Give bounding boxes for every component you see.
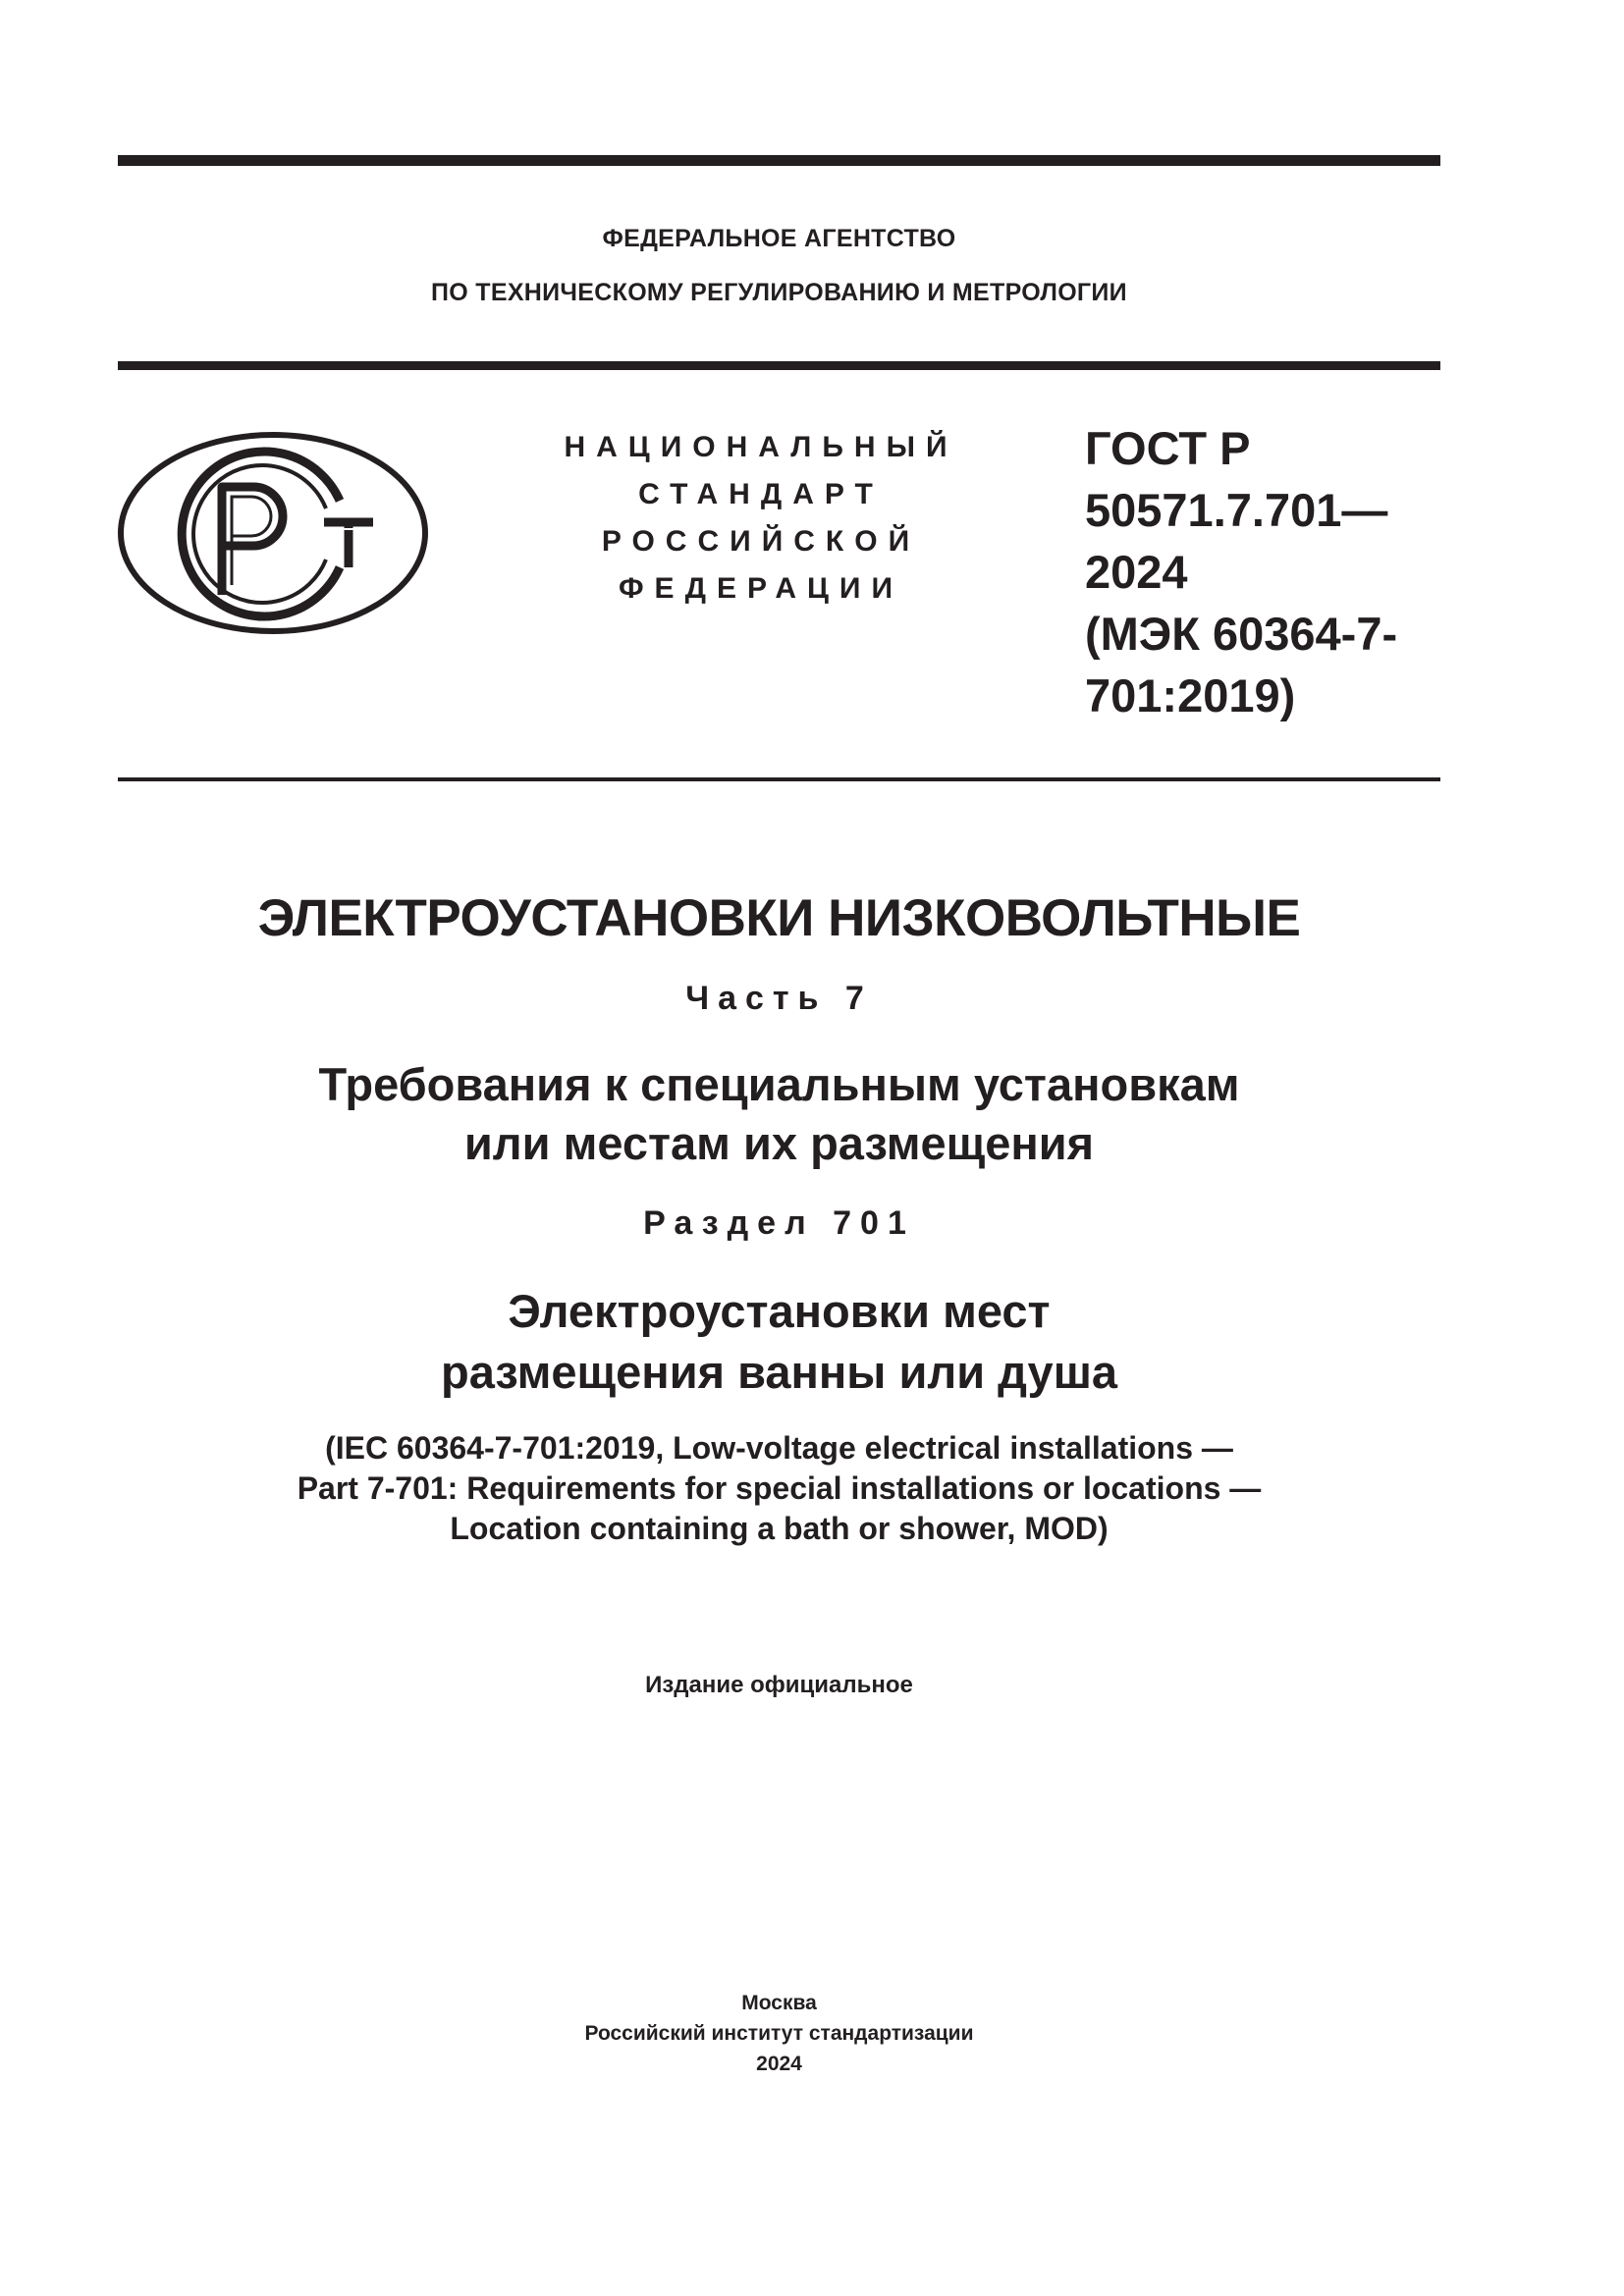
iec-reference-line1: (IEC 60364-7-701:2019, Low-voltage electrical installations — — [325, 1430, 1233, 1466]
designation-line2: 50571.7.701— — [1085, 484, 1388, 536]
standard-designation — [1085, 417, 1440, 726]
imprint-year: 2024 — [756, 2053, 802, 2075]
section-label: Раздел 701 — [643, 1204, 915, 1242]
designation-line3: 2024 — [1085, 546, 1188, 598]
imprint-city: Москва — [741, 1992, 817, 2014]
national-standard-line4: ФЕДЕРАЦИИ — [618, 572, 904, 605]
main-title: ЭЛЕКТРОУСТАНОВКИ НИЗКОВОЛЬТНЫЕ — [257, 889, 1301, 947]
iec-reference-line2: Part 7-701: Requirements for special installations or locations — — [297, 1470, 1262, 1506]
rst-certification-mark-icon — [116, 430, 430, 636]
section-title-line2: размещения ванны или душа — [440, 1346, 1118, 1398]
part-title — [118, 1055, 1440, 1173]
national-standard-line3: РОССИЙСКОЙ — [601, 525, 921, 558]
top-rule — [118, 155, 1440, 166]
section-title — [118, 1281, 1440, 1403]
iec-reference — [118, 1428, 1440, 1549]
agency-name-line2: ПО ТЕХНИЧЕСКОМУ РЕГУЛИРОВАНИЮ И МЕТРОЛОГИИ — [431, 279, 1127, 306]
part-title-line2: или местам их размещения — [463, 1117, 1095, 1169]
section-title-line1: Электроустановки мест — [508, 1285, 1051, 1337]
imprint-publisher: Российский институт стандартизации — [584, 2022, 974, 2045]
header-rule — [118, 777, 1440, 781]
agency-rule — [118, 361, 1440, 370]
imprint — [118, 1988, 1440, 2079]
national-standard-line2: СТАНДАРТ — [638, 478, 884, 510]
designation-line5: 701:2019) — [1085, 669, 1296, 721]
part-title-line1: Требования к специальным установкам — [318, 1058, 1240, 1110]
designation-line1: ГОСТ Р — [1085, 422, 1251, 474]
agency-name-line1: ФЕДЕРАЛЬНОЕ АГЕНТСТВО — [602, 225, 956, 252]
edition-note: Издание официальное — [645, 1672, 913, 1698]
designation-line4: (МЭК 60364-7- — [1085, 608, 1398, 660]
part-label: Часть 7 — [685, 980, 873, 1017]
national-standard-line1: НАЦИОНАЛЬНЫЙ — [564, 431, 958, 463]
iec-reference-line3: Location containing a bath or shower, MOD) — [450, 1511, 1109, 1546]
national-standard-label — [535, 424, 987, 613]
